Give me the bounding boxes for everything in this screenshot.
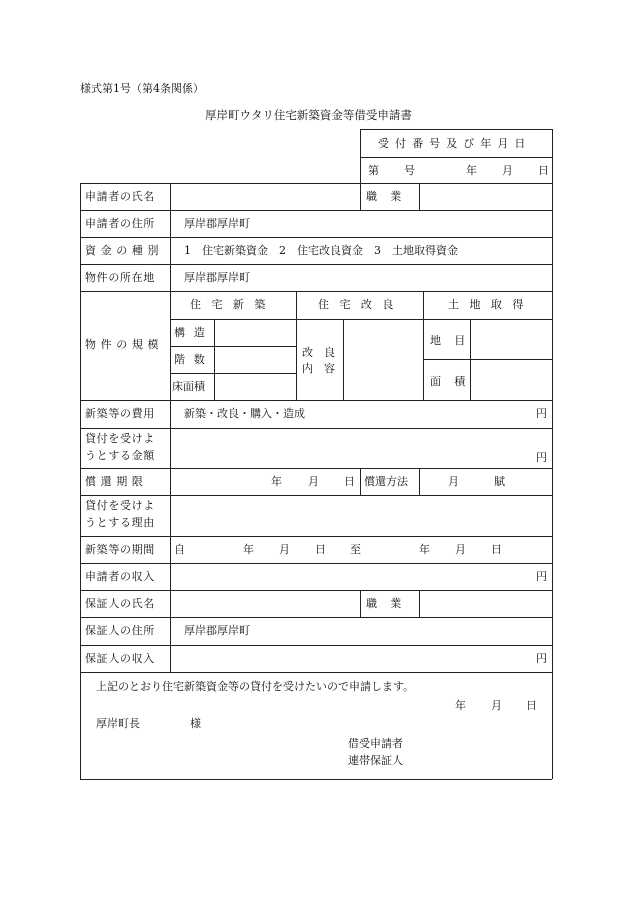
receipt-day: 日 <box>538 164 549 177</box>
period-from-year: 年 <box>243 543 254 556</box>
footer-year: 年 <box>455 699 466 712</box>
mayor-addressee: 厚岸町長 <box>96 717 140 730</box>
improvement-content-label-1: 改 良 <box>302 346 335 359</box>
applicant-income-label: 申請者の収入 <box>85 570 155 583</box>
period-from-month: 月 <box>279 543 290 556</box>
receipt-month: 月 <box>502 164 513 177</box>
period-to-day: 日 <box>491 543 502 556</box>
improvement-content-label-2: 内 容 <box>302 362 335 375</box>
guarantor-address-value: 厚岸郡厚岸町 <box>184 624 250 637</box>
receipt-year: 年 <box>466 164 477 177</box>
repayment-method-label: 償還方法 <box>364 475 408 488</box>
form-number: 様式第1号（第4条関係） <box>80 82 204 95</box>
fund-type-options: 1 住宅新築資金 2 住宅改良資金 3 土地取得資金 <box>184 244 458 257</box>
period-to: 至 <box>350 543 361 556</box>
land-area-label: 面積 <box>430 375 479 388</box>
improvement-header: 住宅改良 <box>318 298 404 311</box>
applicant-address-label: 申請者の住所 <box>85 217 155 230</box>
structure-label: 構造 <box>174 326 214 339</box>
construction-cost-label: 新築等の費用 <box>85 407 155 420</box>
joint-guarantor-label: 連帯保証人 <box>348 754 403 767</box>
applicant-income-yen: 円 <box>536 570 547 583</box>
property-location-label: 物件の所在地 <box>85 271 155 284</box>
repayment-term-year: 年 <box>271 475 282 488</box>
period-to-year: 年 <box>419 543 430 556</box>
application-statement: 上記のとおり住宅新築資金等の貸付を受けたいので申請します。 <box>96 680 415 693</box>
property-scale-label: 物件の規模 <box>85 338 164 351</box>
borrower-applicant-label: 借受申請者 <box>348 737 403 750</box>
receipt-go: 号 <box>404 164 415 177</box>
repayment-term-label: 償還期限 <box>85 475 148 488</box>
guarantor-income-label: 保証人の収入 <box>85 652 155 665</box>
construction-cost-yen: 円 <box>536 407 547 420</box>
new-build-header: 住宅新築 <box>190 298 276 311</box>
footer-month: 月 <box>491 699 502 712</box>
form-title: 厚岸町ウタリ住宅新築資金等借受申請書 <box>205 108 412 122</box>
property-location-value: 厚岸郡厚岸町 <box>184 271 250 284</box>
guarantor-address-label: 保証人の住所 <box>85 624 155 637</box>
repayment-method-fu: 賦 <box>494 475 505 488</box>
period-from: 自 <box>174 543 185 556</box>
guarantor-income-yen: 円 <box>536 652 547 665</box>
loan-reason-label-2: うとする理由 <box>85 516 155 529</box>
guarantor-occupation-label: 職業 <box>366 597 415 610</box>
floor-area-label: 床面積 <box>172 380 205 393</box>
fund-type-label: 資金の種別 <box>85 244 164 257</box>
period-to-month: 月 <box>455 543 466 556</box>
receipt-dai: 第 <box>368 164 379 177</box>
applicant-address-value: 厚岸郡厚岸町 <box>184 217 250 230</box>
construction-cost-options: 新築・改良・購入・造成 <box>184 407 305 420</box>
repayment-method-month: 月 <box>448 475 459 488</box>
land-category-label: 地目 <box>430 334 479 347</box>
loan-reason-label-1: 貸付を受けよ <box>85 499 155 512</box>
repayment-term-month: 月 <box>308 475 319 488</box>
loan-amount-label-2: うとする金額 <box>85 449 155 462</box>
mayor-sama: 様 <box>190 717 201 730</box>
loan-amount-label-1: 貸付を受けよ <box>85 432 155 445</box>
repayment-term-day: 日 <box>344 475 355 488</box>
applicant-name-label: 申請者の氏名 <box>85 190 155 203</box>
loan-amount-yen: 円 <box>536 451 547 464</box>
occupation-label: 職業 <box>366 190 415 203</box>
receipt-header: 受付番号及び年月日 <box>378 137 532 150</box>
construction-period-label: 新築等の期間 <box>85 543 155 556</box>
guarantor-name-label: 保証人の氏名 <box>85 597 155 610</box>
footer-day: 日 <box>526 699 537 712</box>
land-acquisition-header: 土地取得 <box>448 298 534 311</box>
period-from-day: 日 <box>315 543 326 556</box>
floors-label: 階数 <box>174 353 214 366</box>
